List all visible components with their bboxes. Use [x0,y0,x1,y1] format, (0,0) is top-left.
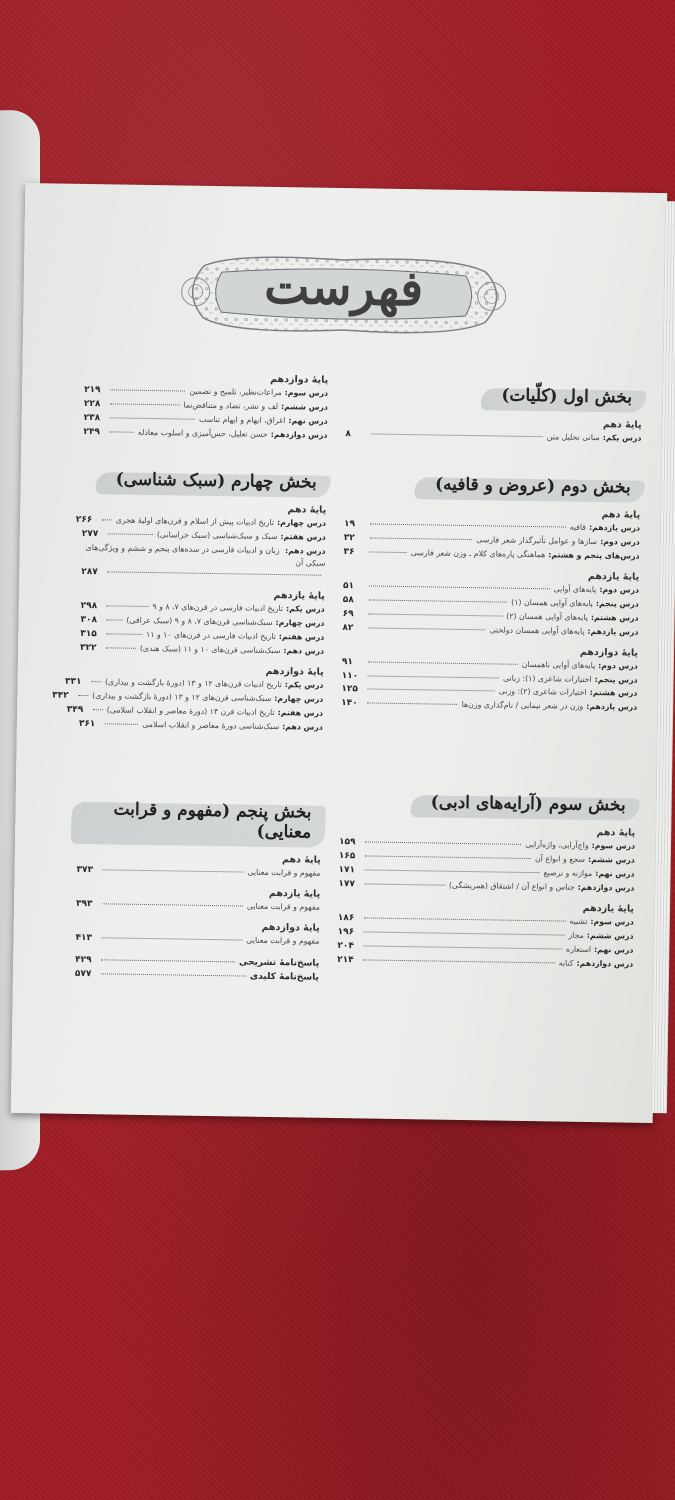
leader-dots [78,695,88,696]
lesson-label: درس یازدهم: [586,702,638,713]
lesson-label: درس دهم: [282,721,323,732]
leader-dots [110,417,195,419]
lesson-title: پایه‌های آوایی همسان (۱) [511,597,593,608]
lesson-title: اغراق، ایهام و ایهام تناسب [198,414,286,426]
lesson-label: درس پنجم: [595,598,639,609]
leader-dots [368,675,499,678]
lesson-label: درس دوازدهم: [577,882,635,893]
lesson-label: درس سوم: [284,388,329,398]
lesson-label: درس دوم: [598,660,638,671]
lesson-label: درس ششم: [280,401,328,412]
page-number: ۳۴۹ [66,704,84,715]
page-number: ۲۸۷ [81,566,98,578]
page-title: فهرست [263,258,424,318]
leader-dots [107,571,321,575]
page-number: ۲۶۶ [75,514,93,526]
lesson-title: مفهوم و قرابت معنایی [246,901,321,912]
level-heading: پایهٔ دهم [281,854,321,866]
lesson-title: پایه‌های آوایی [553,584,597,594]
lesson-title: تاریخ ادبیات قرن‌های ۱۲ و ۱۳ (دورهٔ بازگشت و بیداری) [104,677,282,689]
toc-entry [79,717,323,735]
page-number: ۶۹ [342,608,354,619]
level-heading: پایهٔ یازدهم [273,589,325,602]
page-number: ۴۱۳ [75,932,93,944]
page-number: ۳۰۸ [80,614,98,626]
lesson-label: درس نهم: [595,868,635,879]
leader-dots [109,431,133,432]
page-number: ۲۹۸ [80,600,98,612]
lesson-label: درس یازدهم: [587,626,639,637]
lesson-label: درس ششم: [586,930,634,941]
page-number: ۵۸ [342,594,354,605]
lesson-label: درس دوم: [600,537,640,547]
lesson-title: تاریخ ادبیات فارسی در قرن‌های ۱۰ و ۱۱ [146,629,276,641]
toc-entry [80,642,324,660]
page-number: ۵۱ [342,580,355,592]
lesson-label: درس ششم: [587,854,635,865]
leader-dots [105,723,138,725]
page-number: ۲۳۸ [83,412,101,424]
lesson-title: مجاز [568,930,584,940]
title-banner [173,245,514,342]
lesson-label: درس دوازدهم: [270,429,328,440]
leader-dots [91,681,101,682]
level-heading: پایهٔ دوازدهم [270,373,329,386]
leader-dots [110,389,185,391]
lesson-title: لف و نشر، تضاد و متناقض‌نما [183,400,279,411]
leader-dots [101,937,242,940]
table-of-contents-page [11,183,668,1123]
page-number: ۲۰۴ [337,940,354,951]
page-number: ۱۷۷ [338,878,355,890]
lesson-title: مفهوم و قرابت معنایی [247,867,321,878]
lesson-title: واج‌آرایی، واژه‌آرایی [525,839,589,850]
leader-dots [364,883,445,885]
lesson-title: پایه‌های آوایی همسان دولختی [489,624,585,636]
section-1 [345,380,642,447]
page-number: ۱۲۵ [341,684,358,695]
lesson-label: درس هفتم: [278,631,325,642]
leader-dots [370,551,407,553]
leader-dots [365,869,540,873]
page-number: ۴۲۹ [75,954,92,965]
section-4 [52,466,327,735]
leader-dots [102,903,243,906]
lesson-title: سبک و سبک‌شناسی (سبک خراسانی) [156,530,278,541]
lesson-label: درس نهم: [594,944,634,955]
lesson-label: درس دوم: [599,584,640,595]
leader-dots [110,403,180,405]
lesson-label: درس سوم: [591,840,636,851]
page-number: ۵۷۷ [74,968,92,979]
page-number: ۱۹۶ [337,926,355,937]
lesson-title: تاریخ ادبیات پیش از اسلام و قرن‌های اولیهٔ هجری [115,515,275,527]
lesson-label: درس یازدهم: [588,522,641,533]
page-number: ۱۹ [343,519,356,530]
page-number: ۹۱ [341,656,353,667]
lesson-title: قافیه [569,522,587,532]
toc-entry [345,428,641,447]
page-number: ۲۴۹ [83,426,101,438]
page-number: ۸۲ [342,622,354,633]
leader-dots [368,661,518,664]
lesson-title: اختیارات شاعری (۲): وزنی [498,686,587,698]
leader-dots [369,599,507,602]
lesson-title: پایه‌های آوایی همسان (۲) [506,611,588,622]
leader-dots [363,959,555,963]
lesson-label: درس هفتم: [280,532,326,542]
section-2 [341,470,641,716]
leader-dots [370,537,472,540]
page-number: ۳۴۲ [52,690,69,701]
level-heading: پایهٔ دهم [596,827,636,839]
level-heading: پایهٔ دوازدهم [261,921,320,934]
lesson-title: مفهوم و قرابت معنایی [246,935,320,946]
page-number: ۱۷۱ [338,864,356,876]
page-number: ۳۲ [343,532,355,544]
leader-dots [107,605,149,607]
lesson-title: جناس و انواع آن / اشتقاق (همریشگی) [448,880,575,892]
section-5 [75,796,322,985]
lesson-label: درس یکم: [284,679,324,690]
level-heading: پایهٔ دوازدهم [265,665,324,678]
leader-dots [102,519,112,520]
page-number: ۸ [345,429,352,440]
toc-entry [76,864,320,882]
level-heading: پایهٔ یازدهم [587,570,640,583]
lesson-title: کنایه [558,958,574,968]
section-3-heading: بخش سوم (آرایه‌های ادبی) [417,789,636,820]
page-number: ۳۱۵ [80,628,97,640]
lesson-title: تشبیه [569,916,588,926]
page-number: ۱۶۵ [338,850,356,862]
page-number: ۱۵۹ [338,837,356,848]
toc-entry [81,542,326,584]
lesson-label: درس یکم: [602,433,642,443]
lesson-title: اختیارات شاعری (۱): زبانی [502,673,592,684]
level-heading: پایهٔ دوازدهم [579,646,639,659]
section-3 [337,788,636,972]
section-1-heading: بخش اول (کلّیات) [487,382,642,412]
leader-dots [103,869,244,872]
section-2-heading: بخش دوم (عروض و قافیه) [421,471,641,502]
lesson-label: درس دهم: [283,645,325,656]
lesson-label: درس هشتم: [590,612,639,623]
page-number: ۳۳۱ [64,676,82,687]
lesson-title: مراعات‌نظیر، تلمیح و تضمین [189,386,282,398]
leader-dots [368,627,485,630]
page-number: ۲۱۹ [84,384,101,396]
page-number: ۳۹۳ [75,898,93,910]
lesson-title: سازها و عوامل تأثیرگذار شعر فارسی [476,535,598,546]
answer-key-short: پاسخ‌نامهٔ کلیدی [249,971,319,983]
lesson-title: پایه‌های آوایی ناهمسان [521,659,596,670]
page-number: ۳۲۲ [79,642,97,653]
page-number: ۳۶۱ [78,718,96,729]
lesson-label: درس چهارم: [276,518,327,528]
lesson-label: درس چهارم: [275,617,325,628]
page-number: ۱۱۰ [341,670,359,681]
leader-dots [364,931,565,935]
leader-dots [367,689,494,692]
lesson-title: سبک‌شناسی قرن‌های ۱۰ و ۱۱ (سبک هندی) [139,643,281,655]
leader-dots [365,855,531,859]
lesson-label: درس هشتم: [589,688,638,699]
leader-line [81,566,325,584]
lesson-title: سجع و انواع آن [534,854,586,864]
leader-dots [365,841,521,844]
leader-dots [106,619,122,620]
lesson-title: زبان و ادبیات فارسی در سده‌های پنجم و ششم و ویژگی‌های سبکی آن [85,542,326,568]
toc-entry [75,968,319,986]
level-heading: پایهٔ یازدهم [268,887,321,900]
leader-dots [369,585,550,589]
lesson-title: تاریخ ادبیات قرن ۱۴ (دورهٔ معاصر و انقلاب اسلامی) [106,704,275,717]
level-heading: پایهٔ دهم [287,504,327,516]
leader-dots [106,633,142,635]
leader-dots [101,959,235,962]
answer-key-descriptive: پاسخ‌نامهٔ تشریحی [238,957,320,969]
lesson-title: مبانی تحلیل متن [546,432,600,443]
lesson-label: درس پنجم: [594,674,638,685]
lesson-label: درس یکم: [285,604,325,614]
page-number: ۱۸۶ [337,912,355,924]
lesson-title: سبک‌شناسی قرن‌های ۷، ۸ و ۹ (سبک عراقی) [126,615,273,627]
page-number: ۱۴۰ [341,698,358,709]
lesson-title: موازنه و ترصیع [543,868,593,878]
toc-entry [76,898,320,916]
leader-dots [370,523,566,527]
lesson-title: هماهنگی پاره‌های کلام ـ وزن شعر فارسی [410,547,546,560]
lesson-title: استعاره [565,944,592,954]
leader-dots [363,945,562,949]
lesson-label: درس دهم: [284,546,326,556]
leader-dots [93,709,103,710]
page-number: ۳۶ [343,546,355,558]
page-number: ۲۷۷ [81,528,99,540]
section-4-heading: بخش چهارم (سبک شناسی) [101,466,326,498]
lesson-label: درس سوم: [590,916,634,927]
page-number: ۳۷۳ [76,864,94,876]
toc-entry [83,426,327,444]
lesson-title: وزن در شعر نیمایی / نام‌گذاری وزن‌ها [461,700,584,712]
section-3-continued [83,364,328,444]
leader-dots [369,613,503,616]
leader-dots [108,533,153,535]
section-5-heading: بخش پنجم (مفهوم و قرابت معنایی) [77,796,322,848]
lesson-label: درس نهم: [288,416,328,426]
level-heading: پایهٔ یازدهم [582,902,635,915]
lesson-title: سبک‌شناسی قرن‌های ۱۲ و ۱۳ (دورهٔ بازگشت و بیداری) [92,690,272,703]
leader-dots [364,917,566,921]
lesson-label: درس‌های پنجم و هشتم: [548,550,640,561]
page-number: ۲۱۴ [337,954,354,965]
page-number: ۲۲۸ [83,398,101,410]
lesson-title: سبک‌شناسی دورهٔ معاصر و انقلاب اسلامی [142,719,280,731]
level-heading: پایهٔ دهم [601,509,641,521]
lesson-label: درس چهارم: [274,693,324,704]
leader-dots [101,973,246,976]
lesson-title: تاریخ ادبیات فارسی در قرن‌های ۷، ۸ و ۹ [152,602,284,614]
lesson-label: درس دوازدهم: [576,958,634,969]
lesson-label: درس هفتم: [277,707,324,718]
lesson-title: حسن تعلیل، حس‌آمیزی و اسلوب معادله [137,427,268,439]
leader-dots [367,703,457,705]
leader-dots [106,647,136,648]
leader-dots [371,433,542,437]
level-heading: پایهٔ دهم [602,419,642,431]
